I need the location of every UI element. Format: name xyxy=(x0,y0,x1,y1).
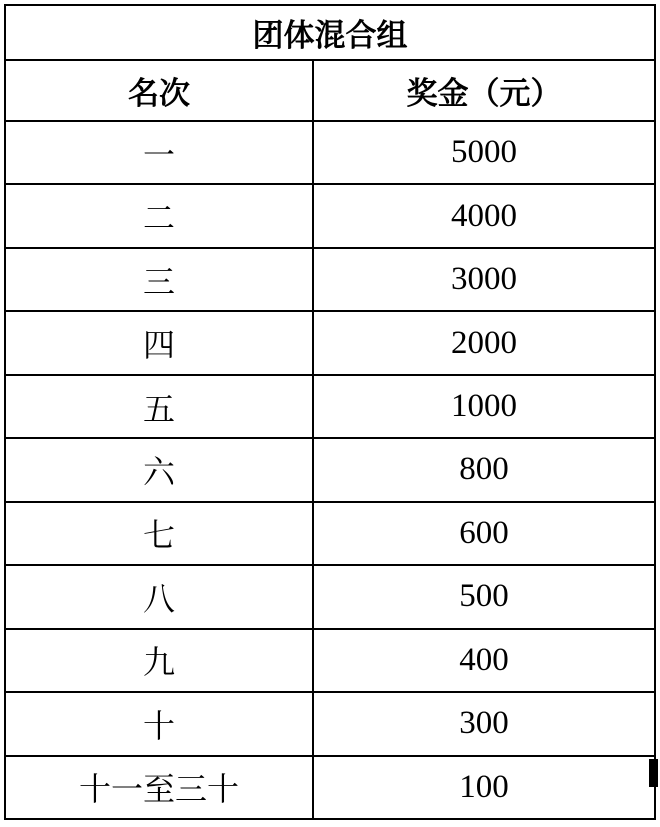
column-header-rank: 名次 xyxy=(5,60,313,121)
table-row xyxy=(5,565,655,628)
rank-cell: 三 xyxy=(5,248,313,311)
table-row xyxy=(5,311,655,374)
table-row xyxy=(5,248,655,311)
rank-cell: 十 xyxy=(5,692,313,755)
prize-cell: 300 xyxy=(313,692,655,755)
table-title-row xyxy=(5,5,655,60)
table-title: 团体混合组 xyxy=(5,5,655,60)
table-row xyxy=(5,629,655,692)
prize-table xyxy=(4,4,656,820)
rank-cell: 五 xyxy=(5,375,313,438)
prize-cell: 3000 xyxy=(313,248,655,311)
rank-cell: 六 xyxy=(5,438,313,501)
prize-cell: 1000 xyxy=(313,375,655,438)
prize-cell: 600 xyxy=(313,502,655,565)
column-header-prize: 奖金（元） xyxy=(313,60,655,121)
rank-cell: 一 xyxy=(5,121,313,184)
prize-cell: 5000 xyxy=(313,121,655,184)
prize-cell: 2000 xyxy=(313,311,655,374)
table-header-row xyxy=(5,60,655,121)
rank-cell: 八 xyxy=(5,565,313,628)
table-row xyxy=(5,692,655,755)
prize-cell: 400 xyxy=(313,629,655,692)
rank-cell: 十一至三十 xyxy=(5,756,313,819)
prize-cell: 100 xyxy=(313,756,655,819)
table-row xyxy=(5,375,655,438)
table-row xyxy=(5,756,655,819)
table-row xyxy=(5,438,655,501)
table-row xyxy=(5,121,655,184)
prize-cell: 4000 xyxy=(313,184,655,247)
border-artifact-mark xyxy=(649,759,658,787)
table-row xyxy=(5,502,655,565)
rank-cell: 九 xyxy=(5,629,313,692)
rank-cell: 七 xyxy=(5,502,313,565)
rank-cell: 四 xyxy=(5,311,313,374)
table-row xyxy=(5,184,655,247)
prize-cell: 800 xyxy=(313,438,655,501)
rank-cell: 二 xyxy=(5,184,313,247)
prize-cell: 500 xyxy=(313,565,655,628)
